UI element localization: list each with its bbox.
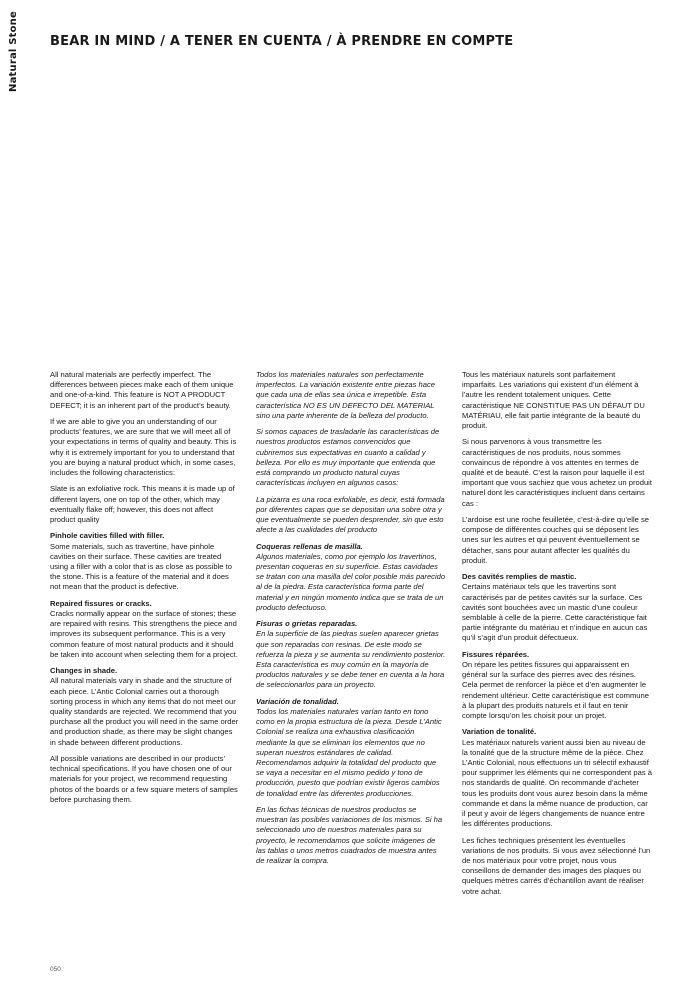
fissures-body: Cracks normally appear on the surface of stones; these are repaired with resins. This strengthens the piece and improves its subsequent performance. This is a very common feature of most natural products and it should be taken into account when selecting them for a project.: [50, 609, 238, 659]
fissures-section: [462, 650, 652, 721]
fissures-body: On répare les petites fissures qui apparaissent en général sur la surface des pierres avec des résines. Cela permet de renforcer la pièce et d’en augmenter le rendement ultérieur. Cette caractéristique est commune à la plupart des produits naturels et il faut en tenir compte lorsqu’on les choisit pour un projet.: [462, 660, 649, 721]
shade-body: All natural materials vary in shade and the structure of each piece. L’Antic Colonial carries out a thorough sorting process in which any items that do not meet our quality standards are rejected. We recommend that you purchase all the product you will need in the same order and production shade, as there may be slight changes in shade between different productions.: [50, 676, 239, 747]
variations-paragraph: Les fiches techniques présentent les éventuelles variations de nos produits. Si vous avez sélectionné l’un de nos matériaux pour votre projet, nous vous conseillons de demander des images des plaques ou quelques mètres carrés d’échantillon avant de réaliser votre achat.: [462, 835, 651, 896]
pinhole-body: Some materials, such as travertine, have pinhole cavities on their surface. These cavities are treated using a filler with a color that is as close as possible to the stone. This is a feature of the material and it does not mean that the product is defective.: [50, 541, 232, 592]
understanding-paragraph: Si somos capaces de trasladarle las características de nuestros productos estamos convencidos que cubriremos sus expectativas en cuanto a calidad y belleza. Por ello es muy importante que entienda que está comprando un producto natural cuyas características incluyen en algunos casos:: [256, 427, 440, 488]
understanding-paragraph: If we are able to give you an understanding of our products’ features, we are sure that we will meet all of your expectations in terms of quality and beauty. This is why it is extremely important for you to understand that you are buying a natural product which, in some cases, includes the following characteristics:: [50, 417, 237, 478]
fissures-heading: Fisuras o grietas reparadas.: [256, 619, 358, 629]
fissures-heading: Repaired fissures or cracks.: [50, 598, 152, 608]
slate-paragraph: La pizarra es una roca exfoliable, es decir, está formada por diferentes capas que se depositan una sobre otra y que eventualmente se pueden desprender, sin que esto afecte a las cualidades del producto: [256, 494, 445, 535]
pinhole-section: [462, 572, 652, 643]
page-number: 050: [50, 966, 61, 973]
section-side-label: Natural Stone: [8, 11, 19, 92]
shade-heading: Changes in shade.: [50, 666, 118, 676]
shade-heading: Variación de tonalidad.: [256, 696, 339, 706]
pinhole-body: Algunos materiales, como por ejemplo los travertinos, presentan coqueras en su superficie. Estas cavidades se tratan con una masilla del color posible más parecido al de la piedra. Esta característica forma parte del material y en ningún momento indica que se trata de un producto defectuoso.: [256, 551, 446, 612]
variations-paragraph: All possible variations are described in our products’ technical specifications. If you have chosen one of our materials for your project, we recommend requesting photos of the boards or a few square meters of samples before purchasing them.: [50, 754, 238, 804]
french-column: [462, 370, 652, 903]
shade-body: Todos los materiales naturales varían tanto en tono como en la propia estructura de la pieza. Desde L’Antic Colonial se realiza una exhaustiva clasificación mediante la que se eliminan los elementos que no superan nuestros estándares de calidad. Recomendamos adquirir la totalidad del producto que se vaya a necesitar en el mismo pedido y tono de producción, puesto que podrían existir ligeros cambios de tonalidad entre las diferentes producciones.: [256, 707, 442, 798]
page-title: BEAR IN MIND / A TENER EN CUENTA / À PRENDRE EN COMPTE: [50, 34, 514, 49]
intro-paragraph: Todos los materiales naturales son perfectamente imperfectos. La variación existente entre piezas hace que cada una de ellas sea única e irrepetible. Esta característica NO ES UN DEFECTO DEL MATERIAL sino una parte inherente de la belleza del producto.: [256, 370, 435, 420]
fissures-body: En la superficie de las piedras suelen aparecer grietas que son reparadas con resinas. De este modo se refuerza la pieza y se aumenta su rendimiento posterior. Esta característica es muy común en la mayoría de productos naturales y se debe tener en cuenta a la hora de seleccionarlos para un proyecto.: [256, 629, 446, 690]
slate-paragraph: Slate is an exfoliative rock. This means it is made up of different layers, one on top of the other, which may eventually flake off; however, this does not affect product quality: [50, 484, 235, 525]
variations-paragraph: En las fichas técnicas de nuestros productos se muestran las posibles variaciones de los mismos. Si ha seleccionado uno de nuestros materiales para su proyecto, le recomendamos que solicite imágenes de las tablas o unos metros cuadrados de muestra antes de realizar la compra.: [256, 805, 443, 866]
fissures-section: [50, 599, 240, 660]
shade-heading: Variation de tonalité.: [462, 727, 537, 737]
fissures-heading: Fissures réparées.: [462, 649, 530, 659]
pinhole-section: [256, 542, 446, 613]
slate-paragraph: L’ardoise est une roche feuilletée, c’est-à-dire qu’elle se compose de différentes couches qui se déposent les unes sur les autres et qui peuvent éventuellement se détacher, sans pour autant affecter les qualités du produit.: [462, 515, 649, 565]
pinhole-heading: Des cavités remplies de mastic.: [462, 572, 577, 582]
shade-section: [462, 727, 652, 829]
shade-section: [256, 697, 446, 799]
english-column: [50, 370, 240, 811]
shade-body: Les matériaux naturels varient aussi bien au niveau de la tonalité que de la structure même de la pièce. Chez L’Antic Colonial, nous effectuons un tri sélectif exhaustif pour supprimer les éléments qui ne correspondent pas à nos standards de qualité. On recommande d’acheter tous les produits dont vous aurez besoin dans la même commande et dans la même nuance de production, car il peut y avoir de légers changements de nuance entre les différentes productions.: [462, 737, 652, 829]
fissures-section: [256, 619, 446, 690]
pinhole-section: [50, 531, 240, 592]
intro-paragraph: Tous les matériaux naturels sont parfaitement imparfaits. Les variations qui existent d’un élément à l’autre les rendent totalement uniques. Cette caractéristique NE CONSTITUE PAS UN DÉFAUT DU MATÉRIAU, elle fait partie intégrante de la beauté du produit.: [462, 370, 645, 431]
shade-section: [50, 666, 240, 748]
pinhole-heading: Coqueras rellenas de masilla.: [256, 541, 363, 551]
pinhole-body: Certains matériaux tels que les travertins sont caractérisés par de petites cavités sur la surface. Ces cavités sont bouchées avec un mastic d’une couleur semblable à celle de la pierre. Cette caractéristique fait partie intégrante du matériau et n’indique en aucun cas qu’il s’agit d’un produit défectueux.: [462, 582, 648, 643]
understanding-paragraph: Si nous parvenons à vous transmettre les caractéristiques de nos produits, nous sommes convaincus de répondre à vos attentes en termes de qualité et de beauté. C’est la raison pour laquelle il est important que vous sachiez que vous achetez un produit naturel dont les caractéristiques incluent dans certains cas :: [462, 437, 652, 508]
spanish-column: [256, 370, 446, 872]
pinhole-heading: Pinhole cavities filled with filler.: [50, 531, 165, 541]
intro-paragraph: All natural materials are perfectly imperfect. The differences between pieces make each of them unique and one-of-a-kind. This feature is NOT A PRODUCT DEFECT; it is an inherent part of the product’s beauty.: [50, 370, 234, 410]
